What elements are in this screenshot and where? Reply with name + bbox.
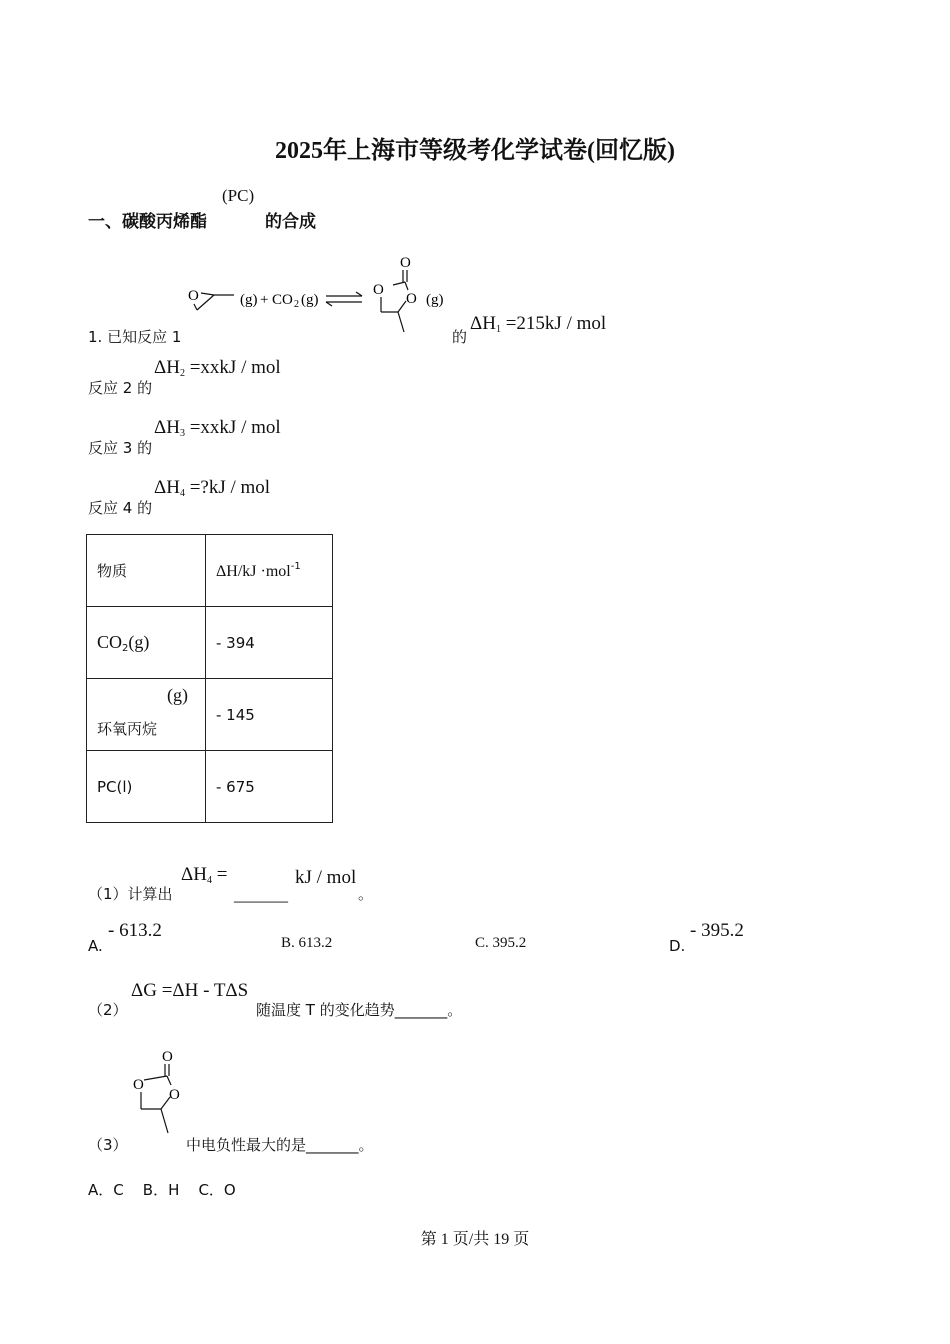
q3-ring-oxygen-left: O — [133, 1077, 144, 1093]
de-connector: 的 — [452, 328, 468, 346]
option-a-value[interactable]: - 613.2 — [108, 920, 162, 941]
enthalpy-table — [86, 534, 333, 823]
question-2-text: 随温度 T 的变化趋势_______。 — [256, 1001, 463, 1019]
enthalpy-co2: - 394 — [206, 607, 333, 679]
ring-oxygen-left: O — [373, 282, 384, 298]
substance-pc: PC(l) — [87, 751, 206, 823]
co2-state-g: (g) — [301, 292, 319, 308]
enthalpy-pc: - 675 — [206, 751, 333, 823]
header-substance: 物质 — [87, 535, 206, 607]
q3-carbonyl-oxygen: O — [162, 1049, 173, 1065]
option-c[interactable]: C. 395.2 — [475, 935, 527, 951]
page-title: 2025年上海市等级考化学试卷(回忆版) — [275, 138, 675, 164]
co2-subscript: 2 — [294, 299, 299, 310]
gibbs-formula: ΔG =ΔH - TΔS — [131, 980, 249, 1001]
question-1-intro: 1. 已知反应 1 — [88, 328, 182, 346]
reaction-1-scheme — [180, 248, 460, 340]
substance-propylene-oxide: (g) 环氧丙烷 — [87, 679, 206, 751]
question-3-text: 中电负性最大的是_______。 — [186, 1136, 374, 1154]
answer-blank[interactable]: ______ — [234, 884, 288, 904]
page-footer: 第 1 页/共 19 页 — [420, 1231, 530, 1248]
dh2-expression: $\Delta H_2$ =xxkJ / mol — [154, 357, 281, 379]
dh4-answer-label: $\Delta H_4$ = — [181, 864, 228, 886]
reaction-2-label: 反应 2 的 — [88, 379, 153, 397]
enthalpy-propylene-oxide: - 145 — [206, 679, 333, 751]
q3-ring-oxygen-right: O — [169, 1087, 180, 1103]
pc-label: (PC) — [222, 186, 255, 205]
table-row — [87, 751, 333, 823]
question-1-end: 。 — [358, 885, 374, 903]
table-row — [87, 679, 333, 751]
co2-formula: CO — [272, 292, 293, 308]
unit-label: kJ / mol — [295, 867, 357, 888]
dh4-expression: $\Delta H_4$ =?kJ / mol — [154, 477, 271, 499]
question-1-prefix: （1）计算出 — [88, 885, 173, 903]
reaction-3-label: 反应 3 的 — [88, 439, 153, 457]
plus-sign: + — [260, 292, 269, 308]
option-a-label[interactable]: A. — [88, 937, 103, 955]
header-enthalpy: ΔH/kJ ·mol$^{-1}$ — [206, 535, 333, 607]
substance-co2: $CO_2(g)$ — [87, 607, 206, 679]
pc-structure — [373, 255, 417, 332]
option-b[interactable]: B. 613.2 — [281, 935, 333, 951]
table-header-row — [87, 535, 333, 607]
table-row — [87, 607, 333, 679]
section-heading-prefix: 一、碳酸丙烯酯 — [88, 212, 207, 232]
reaction-4-label: 反应 4 的 — [88, 499, 153, 517]
reactant-state-g: (g) — [240, 292, 258, 308]
question-3-prefix: （3） — [88, 1136, 128, 1154]
epoxide-oxygen: O — [188, 288, 199, 304]
carbonyl-oxygen: O — [400, 255, 411, 271]
pc-structure-q3 — [125, 1043, 195, 1138]
option-d-value[interactable]: - 395.2 — [690, 920, 744, 941]
equilibrium-arrow-icon — [326, 292, 362, 306]
product-state-g: (g) — [426, 292, 444, 308]
question-2-prefix: （2） — [88, 1001, 128, 1019]
ring-oxygen-right: O — [406, 291, 417, 307]
option-d-label[interactable]: D. — [669, 937, 686, 955]
question-3-options[interactable]: A．C B．H C．O — [88, 1181, 236, 1199]
dh3-expression: $\Delta H_3$ =xxkJ / mol — [154, 417, 281, 439]
section-heading-suffix: 的合成 — [265, 212, 316, 232]
dh1-expression: $\Delta H_1 =215kJ$ / mol — [470, 313, 607, 335]
epoxide-structure — [188, 288, 234, 310]
